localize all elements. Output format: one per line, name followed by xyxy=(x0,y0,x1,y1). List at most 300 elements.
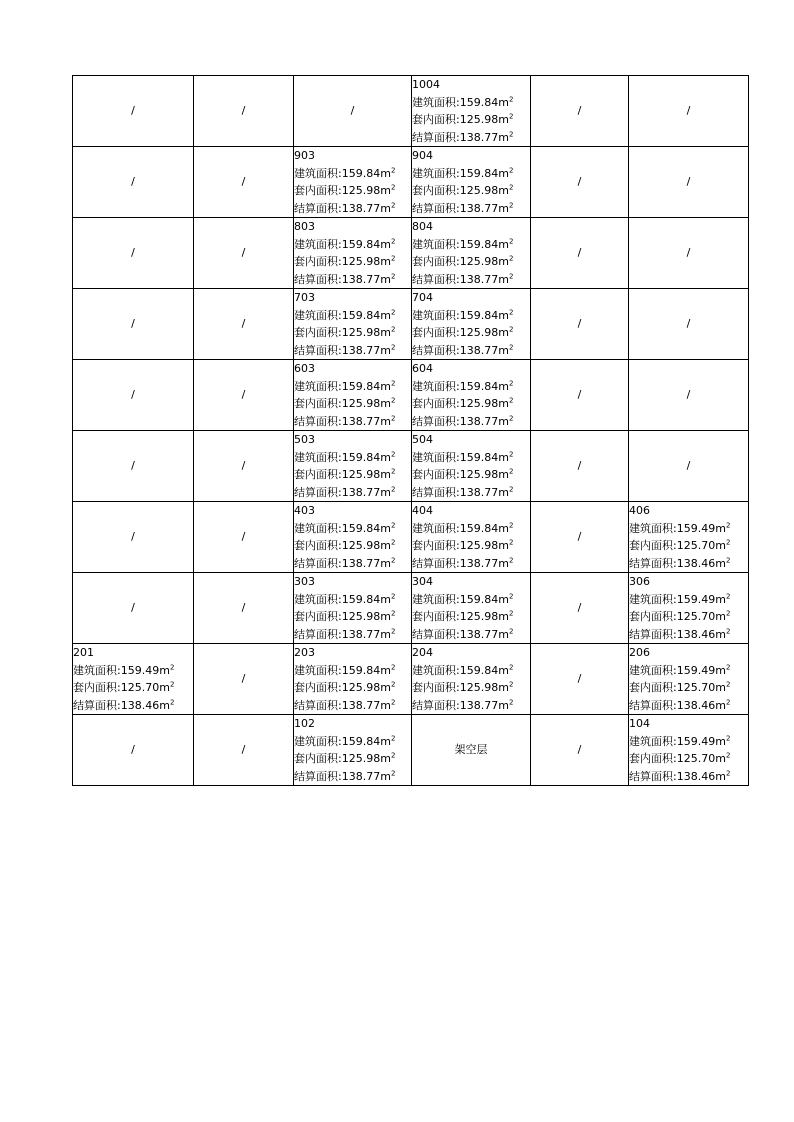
inner-area-label: 套内面积: xyxy=(294,681,342,694)
unit-exponent: 2 xyxy=(508,697,514,706)
unit-symbol: m xyxy=(380,414,391,428)
unit-symbol: m xyxy=(380,450,391,464)
unit-number: 204 xyxy=(412,646,433,659)
unit-exponent: 2 xyxy=(390,697,396,706)
unit-exponent: 2 xyxy=(390,662,396,671)
unit-exponent: 2 xyxy=(508,413,514,422)
inner-area-value: 125.98 xyxy=(459,326,499,339)
settlement-area-line xyxy=(412,484,530,502)
unit-symbol: m xyxy=(498,166,509,180)
inner-area-label: 套内面积: xyxy=(294,326,342,339)
unit-exponent: 2 xyxy=(390,449,396,458)
building-area-line xyxy=(412,378,530,396)
inner-area-label: 套内面积: xyxy=(412,397,460,410)
settlement-area-value: 138.77 xyxy=(341,698,381,712)
empty-cell: / xyxy=(73,715,194,786)
inner-area-line xyxy=(73,679,193,697)
inner-area-value: 125.98 xyxy=(341,184,381,197)
unit-symbol: m xyxy=(498,610,509,623)
building-area-line xyxy=(629,520,748,538)
unit-exponent: 2 xyxy=(725,697,731,706)
settlement-area-value: 138.77 xyxy=(341,627,381,641)
square-meter-unit xyxy=(159,681,174,694)
unit-exponent: 2 xyxy=(725,591,731,600)
building-area-line xyxy=(412,236,530,254)
building-area-value: 159.84 xyxy=(459,379,499,393)
unit-area-table-body xyxy=(73,76,749,786)
unit-symbol: m xyxy=(498,698,509,712)
building-area-value: 159.49 xyxy=(676,663,716,677)
unit-exponent: 2 xyxy=(508,378,514,387)
inner-area-line xyxy=(412,466,530,484)
building-area-label: 建筑面积: xyxy=(294,592,342,606)
unit-number: 804 xyxy=(412,220,433,233)
empty-cell: / xyxy=(531,76,629,147)
inner-area-label: 套内面积: xyxy=(73,681,121,694)
unit-symbol: m xyxy=(498,255,509,268)
empty-cell: / xyxy=(194,644,294,715)
building-area-line xyxy=(412,591,530,609)
unit-symbol: m xyxy=(715,610,726,623)
inner-area-label: 套内面积: xyxy=(412,610,460,623)
inner-area-line xyxy=(294,324,411,342)
building-area-label: 建筑面积: xyxy=(412,592,460,606)
unit-cell xyxy=(412,573,531,644)
square-meter-unit xyxy=(498,131,513,144)
inner-area-value: 125.70 xyxy=(676,752,716,765)
unit-symbol: m xyxy=(159,663,170,677)
settlement-area-value: 138.77 xyxy=(341,769,381,783)
unit-exponent: 2 xyxy=(508,662,514,671)
building-area-value: 159.84 xyxy=(341,379,381,393)
settlement-area-value: 138.77 xyxy=(459,485,499,499)
empty-cell: / xyxy=(194,573,294,644)
empty-cell: / xyxy=(194,218,294,289)
square-meter-unit xyxy=(380,557,395,570)
square-meter-unit xyxy=(715,610,730,623)
unit-symbol: m xyxy=(380,255,391,268)
building-area-line xyxy=(629,662,748,680)
unit-exponent: 2 xyxy=(390,591,396,600)
unit-exponent: 2 xyxy=(390,467,396,476)
empty-cell: / xyxy=(194,502,294,573)
unit-symbol: m xyxy=(498,397,509,410)
unit-number: 104 xyxy=(629,717,650,730)
unit-symbol: m xyxy=(380,734,391,748)
building-area-value: 159.84 xyxy=(459,521,499,535)
inner-area-value: 125.98 xyxy=(341,610,381,623)
inner-area-value: 125.70 xyxy=(676,681,716,694)
building-area-value: 159.84 xyxy=(459,450,499,464)
square-meter-unit xyxy=(715,664,730,677)
unit-symbol: m xyxy=(498,113,509,126)
square-meter-unit xyxy=(380,752,395,765)
empty-cell: / xyxy=(73,147,194,218)
unit-exponent: 2 xyxy=(390,538,396,547)
unit-number: 206 xyxy=(629,646,650,659)
square-meter-unit xyxy=(715,681,730,694)
unit-symbol: m xyxy=(498,592,509,606)
square-meter-unit xyxy=(498,380,513,393)
empty-cell: / xyxy=(629,289,749,360)
square-meter-unit xyxy=(498,664,513,677)
square-meter-unit xyxy=(498,539,513,552)
empty-cell: / xyxy=(194,431,294,502)
square-meter-unit xyxy=(498,610,513,623)
unit-symbol: m xyxy=(380,485,391,499)
building-area-label: 建筑面积: xyxy=(73,663,121,677)
building-area-label: 建筑面积: xyxy=(412,450,460,464)
settlement-area-line xyxy=(412,342,530,360)
inner-area-label: 套内面积: xyxy=(294,397,342,410)
square-meter-unit xyxy=(380,380,395,393)
unit-number: 406 xyxy=(629,504,650,517)
unit-symbol: m xyxy=(715,681,726,694)
settlement-area-label: 结算面积: xyxy=(73,698,121,712)
building-area-label: 建筑面积: xyxy=(629,663,677,677)
inner-area-line xyxy=(629,608,748,626)
square-meter-unit xyxy=(380,167,395,180)
square-meter-unit xyxy=(498,326,513,339)
inner-area-line xyxy=(294,750,411,768)
empty-cell: / xyxy=(531,360,629,431)
unit-exponent: 2 xyxy=(725,520,731,529)
unit-cell xyxy=(412,76,531,147)
unit-exponent: 2 xyxy=(508,183,514,192)
empty-cell: / xyxy=(73,573,194,644)
square-meter-unit xyxy=(498,486,513,499)
building-area-value: 159.84 xyxy=(341,450,381,464)
settlement-area-line xyxy=(412,555,530,573)
building-area-value: 159.84 xyxy=(341,734,381,748)
empty-cell: / xyxy=(73,502,194,573)
unit-exponent: 2 xyxy=(725,626,731,635)
settlement-area-value: 138.46 xyxy=(676,627,716,641)
square-meter-unit xyxy=(380,699,395,712)
inner-area-label: 套内面积: xyxy=(412,255,460,268)
settlement-area-label: 结算面积: xyxy=(294,485,342,499)
unit-number: 603 xyxy=(294,362,315,375)
square-meter-unit xyxy=(380,344,395,357)
settlement-area-value: 138.77 xyxy=(459,698,499,712)
unit-exponent: 2 xyxy=(390,680,396,689)
square-meter-unit xyxy=(380,539,395,552)
building-area-value: 159.84 xyxy=(459,308,499,322)
building-area-value: 159.84 xyxy=(341,592,381,606)
unit-exponent: 2 xyxy=(390,751,396,760)
unit-symbol: m xyxy=(498,521,509,535)
settlement-area-line xyxy=(294,342,411,360)
inner-area-value: 125.98 xyxy=(341,255,381,268)
unit-symbol: m xyxy=(380,769,391,783)
building-area-line xyxy=(294,733,411,751)
unit-exponent: 2 xyxy=(725,733,731,742)
unit-cell xyxy=(294,218,412,289)
unit-symbol: m xyxy=(380,698,391,712)
inner-area-label: 套内面积: xyxy=(412,184,460,197)
building-area-value: 159.84 xyxy=(341,166,381,180)
empty-cell: / xyxy=(73,76,194,147)
inner-area-label: 套内面积: xyxy=(294,539,342,552)
square-meter-unit xyxy=(498,628,513,641)
table-row xyxy=(73,644,749,715)
unit-number: 404 xyxy=(412,504,433,517)
inner-area-line xyxy=(294,253,411,271)
settlement-area-label: 结算面积: xyxy=(294,272,342,286)
building-area-value: 159.84 xyxy=(341,663,381,677)
inner-area-line xyxy=(294,679,411,697)
inner-area-value: 125.98 xyxy=(341,681,381,694)
square-meter-unit xyxy=(498,681,513,694)
square-meter-unit xyxy=(498,167,513,180)
unit-symbol: m xyxy=(715,769,726,783)
building-area-value: 159.49 xyxy=(120,663,160,677)
building-area-line xyxy=(73,662,193,680)
inner-area-line xyxy=(412,324,530,342)
settlement-area-value: 138.77 xyxy=(341,201,381,215)
settlement-area-line xyxy=(294,626,411,644)
unit-symbol: m xyxy=(380,681,391,694)
unit-exponent: 2 xyxy=(508,325,514,334)
inner-area-value: 125.98 xyxy=(459,397,499,410)
building-area-line xyxy=(294,378,411,396)
inner-area-value: 125.70 xyxy=(676,610,716,623)
unit-number: 306 xyxy=(629,575,650,588)
empty-cell: / xyxy=(73,289,194,360)
unit-number: 504 xyxy=(412,433,433,446)
building-area-value: 159.84 xyxy=(459,663,499,677)
unit-exponent: 2 xyxy=(508,484,514,493)
settlement-area-label: 结算面积: xyxy=(629,627,677,641)
table-row xyxy=(73,218,749,289)
unit-cell xyxy=(412,147,531,218)
building-area-label: 建筑面积: xyxy=(294,166,342,180)
unit-exponent: 2 xyxy=(390,609,396,618)
settlement-area-line xyxy=(412,200,530,218)
unit-symbol: m xyxy=(159,698,170,712)
square-meter-unit xyxy=(380,664,395,677)
building-area-label: 建筑面积: xyxy=(412,521,460,535)
square-meter-unit xyxy=(380,486,395,499)
settlement-area-value: 138.77 xyxy=(341,272,381,286)
unit-symbol: m xyxy=(498,343,509,357)
unit-cell xyxy=(294,147,412,218)
settlement-area-label: 结算面积: xyxy=(629,556,677,570)
building-area-line xyxy=(294,520,411,538)
settlement-area-label: 结算面积: xyxy=(412,201,460,215)
unit-number: 304 xyxy=(412,575,433,588)
unit-exponent: 2 xyxy=(390,520,396,529)
building-area-label: 建筑面积: xyxy=(294,663,342,677)
settlement-area-label: 结算面积: xyxy=(412,698,460,712)
unit-symbol: m xyxy=(380,539,391,552)
unit-symbol: m xyxy=(498,95,509,109)
inner-area-label: 套内面积: xyxy=(412,113,460,126)
unit-exponent: 2 xyxy=(508,520,514,529)
unit-symbol: m xyxy=(498,201,509,215)
unit-cell xyxy=(412,644,531,715)
settlement-area-line xyxy=(294,200,411,218)
table-row xyxy=(73,289,749,360)
square-meter-unit xyxy=(715,593,730,606)
empty-cell: / xyxy=(194,76,294,147)
unit-symbol: m xyxy=(380,166,391,180)
building-area-value: 159.84 xyxy=(341,521,381,535)
building-area-label: 建筑面积: xyxy=(412,663,460,677)
settlement-area-label: 结算面积: xyxy=(294,627,342,641)
inner-area-label: 套内面积: xyxy=(629,610,677,623)
unit-exponent: 2 xyxy=(390,768,396,777)
building-area-label: 建筑面积: xyxy=(412,166,460,180)
unit-cell xyxy=(294,715,412,786)
unit-exponent: 2 xyxy=(390,325,396,334)
unit-exponent: 2 xyxy=(508,165,514,174)
building-area-value: 159.49 xyxy=(676,521,716,535)
unit-symbol: m xyxy=(380,343,391,357)
inner-area-value: 125.98 xyxy=(341,539,381,552)
inner-area-line xyxy=(294,466,411,484)
unit-number: 303 xyxy=(294,575,315,588)
empty-cell: / xyxy=(531,573,629,644)
square-meter-unit xyxy=(380,522,395,535)
unit-symbol: m xyxy=(498,308,509,322)
square-meter-unit xyxy=(380,238,395,251)
inner-area-line xyxy=(412,395,530,413)
settlement-area-line xyxy=(629,768,748,786)
unit-symbol: m xyxy=(498,663,509,677)
square-meter-unit xyxy=(498,415,513,428)
unit-cell xyxy=(629,502,749,573)
settlement-area-label: 结算面积: xyxy=(294,769,342,783)
square-meter-unit xyxy=(498,468,513,481)
inner-area-value: 125.98 xyxy=(459,255,499,268)
unit-number: 201 xyxy=(73,646,94,659)
settlement-area-line xyxy=(294,413,411,431)
unit-exponent: 2 xyxy=(508,591,514,600)
square-meter-unit xyxy=(380,468,395,481)
unit-symbol: m xyxy=(715,539,726,552)
unit-symbol: m xyxy=(498,326,509,339)
unit-exponent: 2 xyxy=(725,751,731,760)
inner-area-value: 125.98 xyxy=(459,610,499,623)
settlement-area-value: 138.77 xyxy=(459,272,499,286)
inner-area-label: 套内面积: xyxy=(294,752,342,765)
unit-number: 803 xyxy=(294,220,315,233)
unit-exponent: 2 xyxy=(725,662,731,671)
square-meter-unit xyxy=(380,309,395,322)
building-area-line xyxy=(412,307,530,325)
inner-area-label: 套内面积: xyxy=(294,184,342,197)
unit-exponent: 2 xyxy=(390,484,396,493)
unit-symbol: m xyxy=(159,681,170,694)
empty-cell: / xyxy=(629,147,749,218)
building-area-value: 159.49 xyxy=(676,592,716,606)
settlement-area-value: 138.46 xyxy=(676,556,716,570)
building-area-label: 建筑面积: xyxy=(629,521,677,535)
settlement-area-line xyxy=(294,484,411,502)
building-area-line xyxy=(294,165,411,183)
square-meter-unit xyxy=(498,238,513,251)
square-meter-unit xyxy=(498,699,513,712)
empty-cell: / xyxy=(531,644,629,715)
inner-area-value: 125.98 xyxy=(459,539,499,552)
settlement-area-value: 138.77 xyxy=(341,414,381,428)
settlement-area-label: 结算面积: xyxy=(412,130,460,144)
unit-symbol: m xyxy=(380,326,391,339)
building-area-label: 建筑面积: xyxy=(294,237,342,251)
empty-cell: / xyxy=(73,218,194,289)
settlement-area-value: 138.77 xyxy=(459,556,499,570)
building-area-value: 159.49 xyxy=(676,734,716,748)
square-meter-unit xyxy=(498,309,513,322)
building-area-line xyxy=(412,449,530,467)
unit-exponent: 2 xyxy=(508,271,514,280)
empty-cell: / xyxy=(531,715,629,786)
square-meter-unit xyxy=(715,699,730,712)
settlement-area-line xyxy=(73,697,193,715)
square-meter-unit xyxy=(715,752,730,765)
unit-symbol: m xyxy=(380,556,391,570)
inner-area-line xyxy=(294,182,411,200)
settlement-area-line xyxy=(412,697,530,715)
unit-exponent: 2 xyxy=(390,254,396,263)
inner-area-value: 125.70 xyxy=(676,539,716,552)
unit-number: 102 xyxy=(294,717,315,730)
empty-cell: / xyxy=(294,76,412,147)
settlement-area-value: 138.77 xyxy=(459,414,499,428)
unit-exponent: 2 xyxy=(390,183,396,192)
settlement-area-label: 结算面积: xyxy=(412,627,460,641)
unit-cell xyxy=(294,502,412,573)
inner-area-value: 125.98 xyxy=(459,468,499,481)
square-meter-unit xyxy=(715,539,730,552)
square-meter-unit xyxy=(380,184,395,197)
unit-number: 503 xyxy=(294,433,315,446)
unit-symbol: m xyxy=(498,130,509,144)
unit-cell xyxy=(412,431,531,502)
unit-exponent: 2 xyxy=(508,396,514,405)
square-meter-unit xyxy=(498,344,513,357)
building-area-line xyxy=(294,591,411,609)
square-meter-unit xyxy=(715,557,730,570)
unit-symbol: m xyxy=(498,539,509,552)
building-area-label: 建筑面积: xyxy=(629,734,677,748)
unit-exponent: 2 xyxy=(390,396,396,405)
square-meter-unit xyxy=(380,451,395,464)
settlement-area-label: 结算面积: xyxy=(412,556,460,570)
empty-cell: / xyxy=(531,147,629,218)
unit-symbol: m xyxy=(715,663,726,677)
square-meter-unit xyxy=(715,735,730,748)
settlement-area-line xyxy=(294,555,411,573)
unit-symbol: m xyxy=(498,468,509,481)
square-meter-unit xyxy=(715,628,730,641)
building-area-label: 建筑面积: xyxy=(412,237,460,251)
unit-number: 703 xyxy=(294,291,315,304)
empty-cell: / xyxy=(531,502,629,573)
settlement-area-label: 结算面积: xyxy=(294,414,342,428)
unit-exponent: 2 xyxy=(508,236,514,245)
unit-symbol: m xyxy=(380,752,391,765)
empty-cell: / xyxy=(194,147,294,218)
square-meter-unit xyxy=(380,415,395,428)
unit-exponent: 2 xyxy=(390,378,396,387)
settlement-area-value: 138.46 xyxy=(676,769,716,783)
building-area-line xyxy=(294,307,411,325)
unit-exponent: 2 xyxy=(508,680,514,689)
settlement-area-label: 结算面积: xyxy=(629,698,677,712)
unit-cell xyxy=(412,218,531,289)
